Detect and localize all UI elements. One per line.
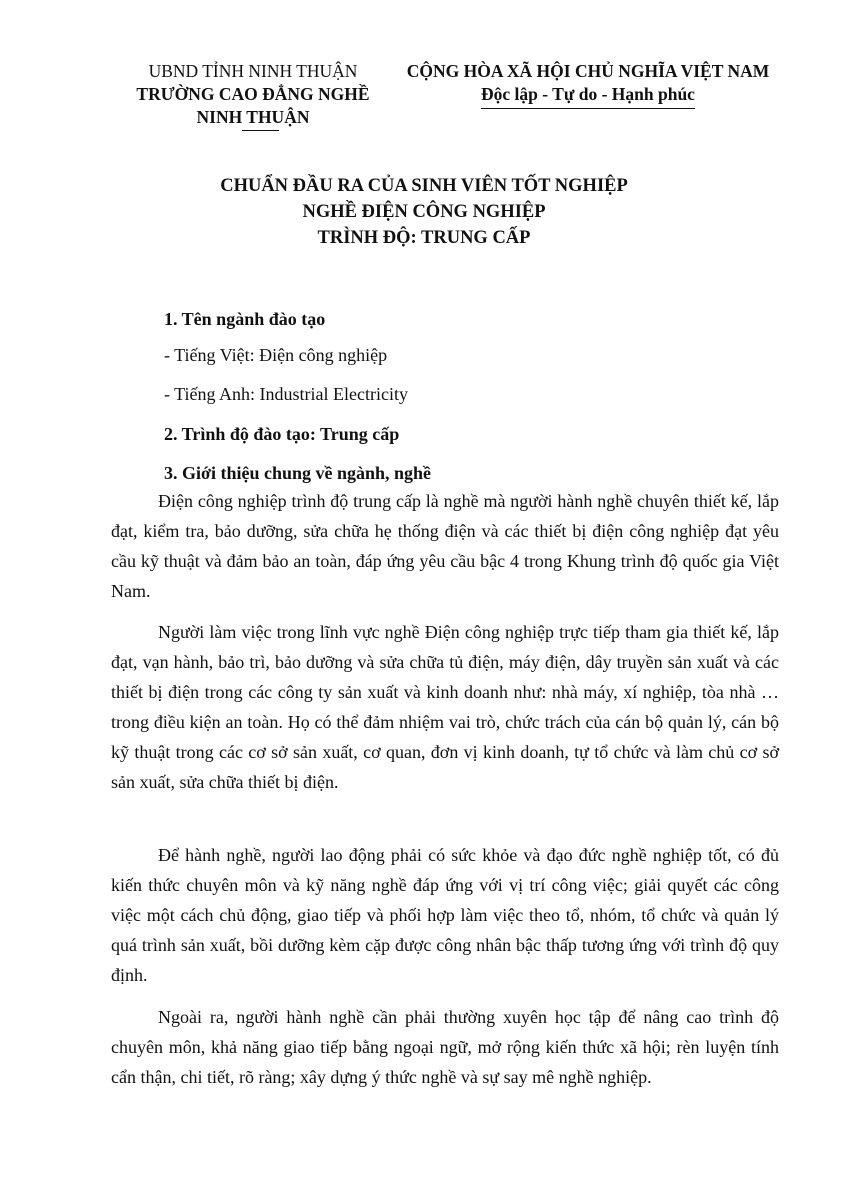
paragraph-requirements: Để hành nghề, người lao động phải có sức khỏe và đạo đức nghề nghiệp tốt, có đủ kiến thức chuyên môn và kỹ năng nghề đáp ứng với vị trí công việc; giải quyết các công việc một cách chủ động, giao tiếp và phối hợp làm việc theo tổ, nhóm, tổ chức và quản lý quá trình sản xuất, bồi dưỡng kèm cặp được công nhân bậc thấp tương ứng với trình độ quy định. [111, 845, 779, 985]
school-name-line2: NINH THUẬN [196, 107, 310, 127]
title-line-2: NGHỀ ĐIỆN CÔNG NGHIỆP [302, 202, 546, 222]
nation-name: CỘNG HÒA XÃ HỘI CHỦ NGHĨA VIỆT NAM [406, 61, 770, 81]
section-3-heading: 3. Giới thiệu chung về ngành, nghề [164, 463, 432, 483]
title-line-3: TRÌNH ĐỘ: TRUNG CẤP [317, 228, 531, 248]
header-right-divider [481, 108, 695, 109]
paragraph-work-scope: Người làm việc trong lĩnh vực nghề Điện công nghiệp trực tiếp tham gia thiết kế, lắp đạt, vạn hành, bảo trì, bảo dưỡng và sửa chữa tủ điện, máy điện, dây truyền sản xuất và các thiết bị điện trong các công ty sản xuất và kinh doanh như: nhà máy, xí nghiệp, tòa nhà … trong điều kiện an toàn. Họ có thể đảm nhiệm vai trò, chức trách của cán bộ quản lý, cán bộ kỹ thuật trong các cơ sở sản xuất, cơ quan, đơn vị kinh doanh, tự tổ chức và làm chủ cơ sở sản xuất, sửa chữa thiết bị điện. [111, 622, 779, 792]
section-1-heading: 1. Tên ngành đào tạo [164, 309, 326, 329]
english-name: - Tiếng Anh: Industrial Electricity [164, 384, 408, 404]
national-motto: Độc lập - Tự do - Hạnh phúc [481, 84, 695, 104]
header-left-divider [242, 130, 280, 131]
vietnamese-name: - Tiếng Việt: Điện công nghiệp [164, 345, 388, 365]
paragraph-further-learning: Ngoài ra, người hành nghề cần phải thường xuyên học tập để nâng cao trình độ chuyên môn, khả năng giao tiếp bằng ngoại ngữ, mở rộng kiến thức xã hội; rèn luyện tính cẩn thận, chi tiết, rõ ràng; xây dựng ý thức nghề và sự say mê nghề nghiệp. [111, 1007, 779, 1087]
national-header [388, 60, 788, 106]
school-name-line1: TRƯỜNG CAO ĐẲNG NGHỀ [136, 84, 370, 104]
paragraph-intro: Điện công nghiệp trình độ trung cấp là nghề mà người hành nghề chuyên thiết kế, lắp đạt, kiểm tra, bảo dưỡng, sửa chữa hẹ thống điện và các thiết bị điện công nghiệp đạt yêu cầu kỹ thuật và đảm bảo an toàn, đáp ứng yêu cầu bậc 4 trong Khung trình độ quốc gia Việt Nam. [111, 491, 779, 601]
issuing-authority-header [108, 60, 398, 129]
document-title [0, 173, 848, 251]
title-line-1: CHUẨN ĐẦU RA CỦA SINH VIÊN TỐT NGHIỆP [220, 176, 628, 196]
section-2-heading: 2. Trình độ đào tạo: Trung cấp [164, 424, 400, 444]
agency-name: UBND TỈNH NINH THUẬN [148, 61, 358, 81]
